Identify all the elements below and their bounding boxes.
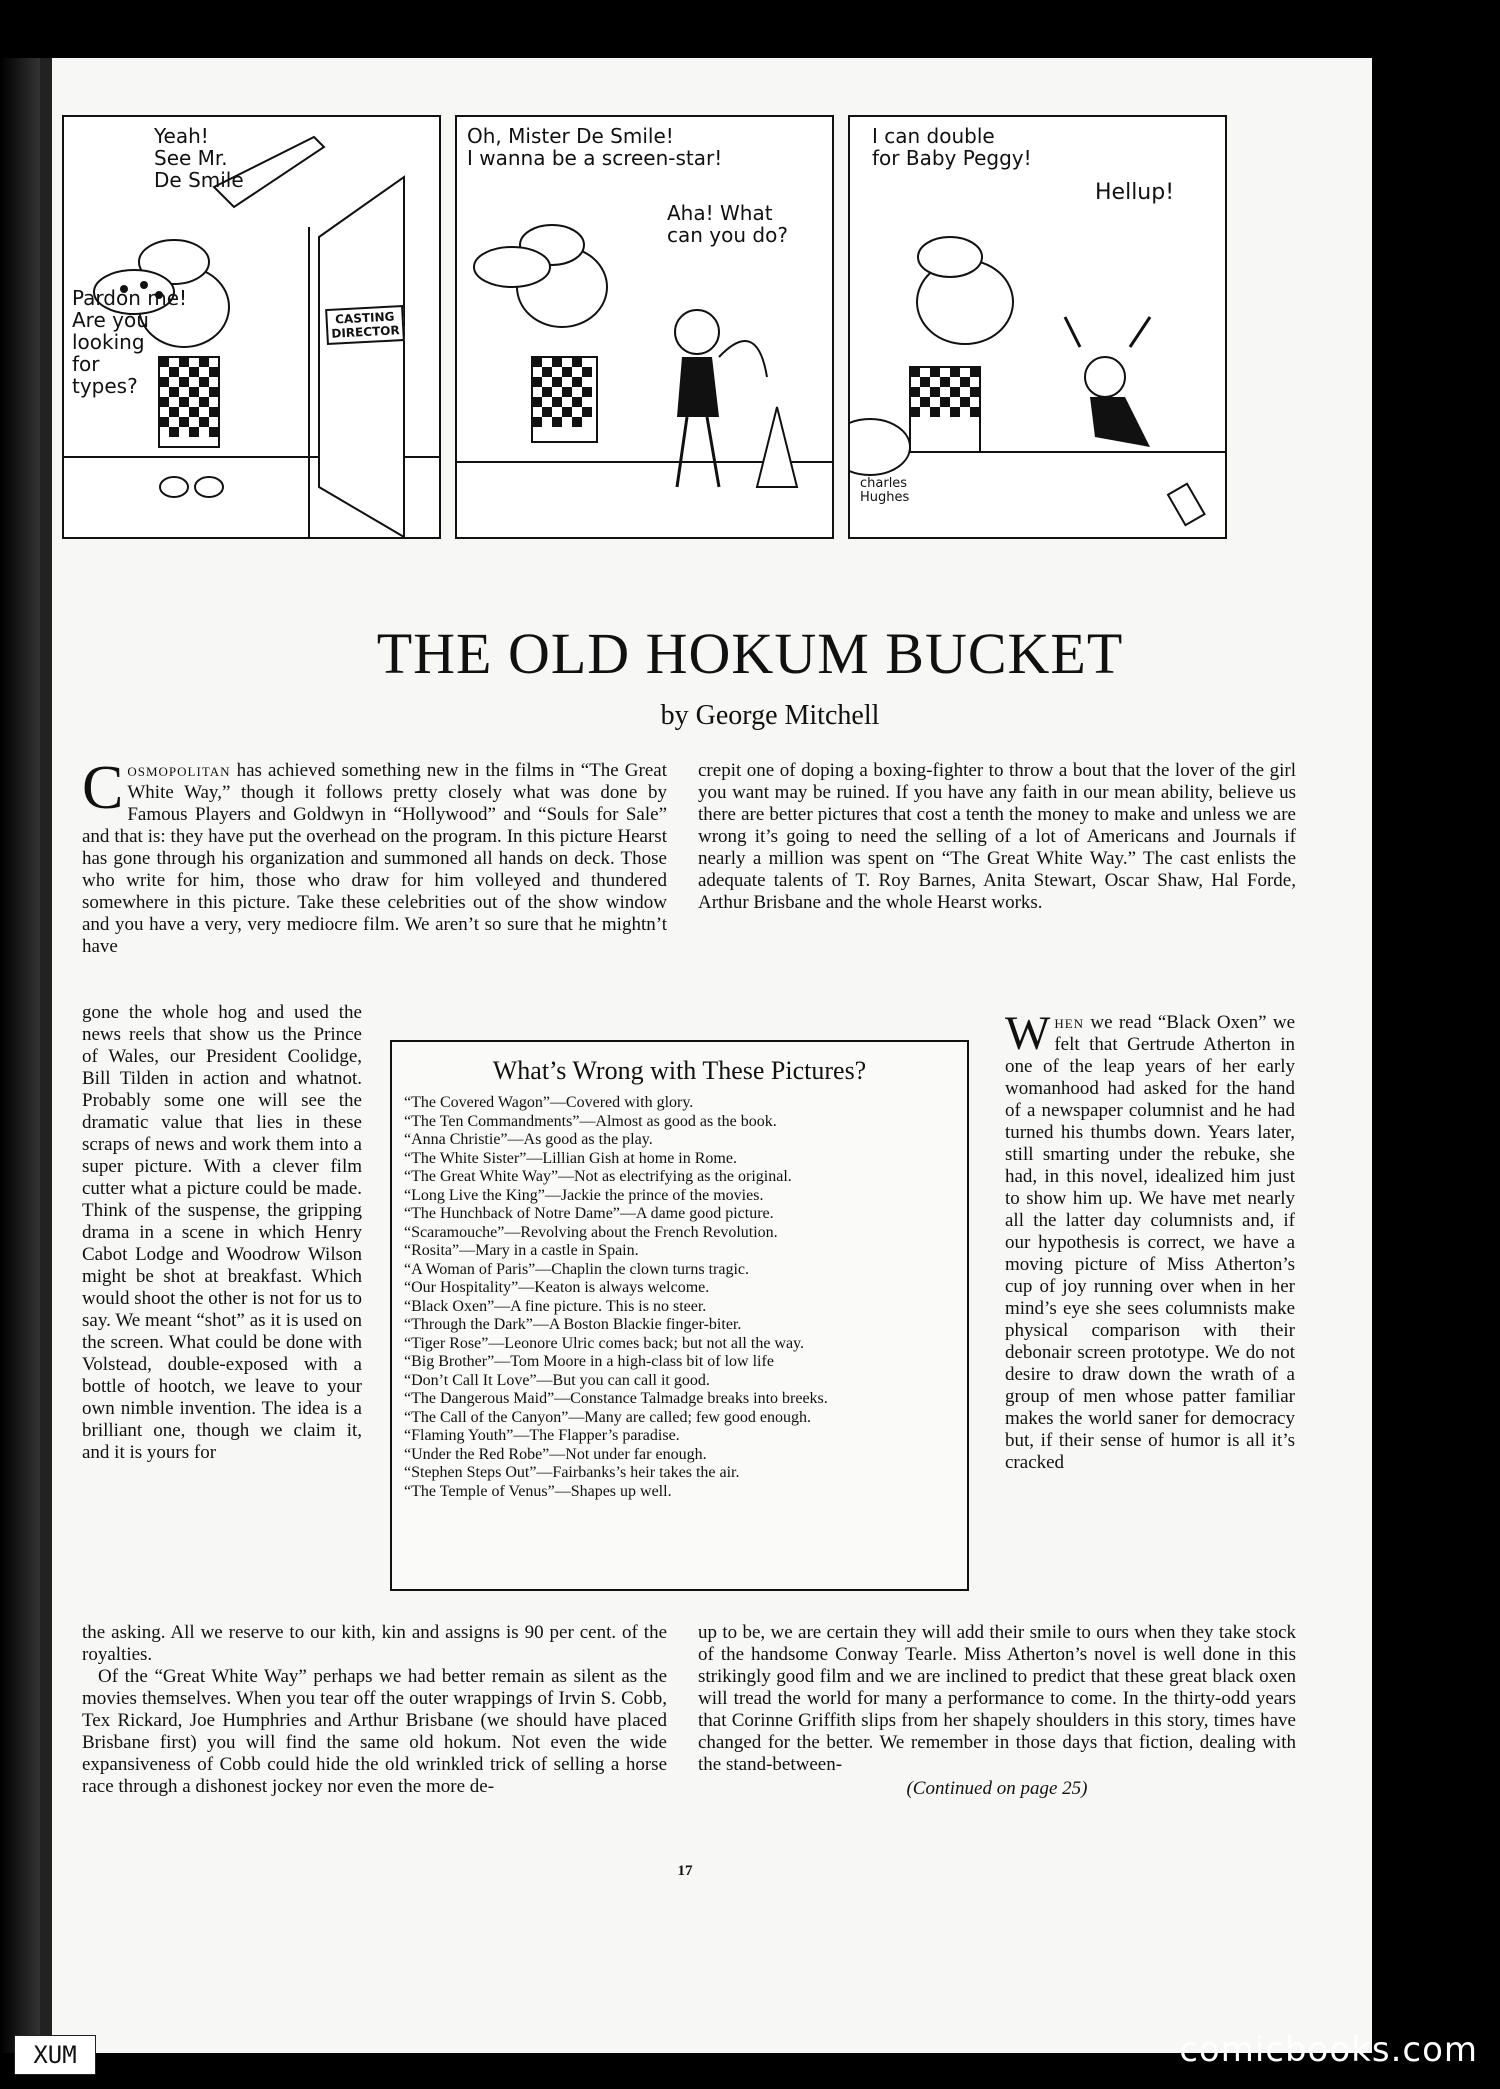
column-2-narrow [1005, 1007, 1295, 1474]
panel-1-speech-top: Yeah! See Mr. De Smile [154, 124, 244, 192]
panel-1-speech-left: Pardon me! Are you looking for types? [72, 286, 188, 398]
list-item: “The Hunchback of Notre Dame”—A dame good picture. [404, 1205, 774, 1222]
lead-word-when: hen [1054, 1012, 1085, 1033]
paragraph-2: Of the “Great White Way” perhaps we had better remain as silent as the movies themselves. When you tear off the outer wrappings of Irvin S. Cobb, Tex Rickard, Joe Humphries and Arthur Brisbane (we should have placed Brisbane first) you will find the same old hokum. Not even the wide expansiveness of Cobb could hide the old wrinkled trick of selling a horse race through a dishonest jockey nor even the more de- [82, 1666, 667, 1797]
paragraph-1-end: the asking. All we reserve to our kith, kin and assigns is 90 per cent. of the royalties. [82, 1622, 667, 1665]
panel-2-speech-top: Oh, Mister De Smile! I wanna be a screen-star! [467, 124, 723, 170]
list-item: “Long Live the King”—Jackie the prince of the movies. [404, 1186, 764, 1204]
sidebar-list [392, 1094, 967, 1501]
drop-cap-c: C [82, 754, 124, 822]
list-item: “Rosita”—Mary in a castle in Spain. [404, 1242, 639, 1259]
sidebar-box [390, 1040, 969, 1591]
comic-strip [62, 115, 1242, 540]
list-item: “The Ten Commandments”—Almost as good as the book. [404, 1112, 777, 1130]
article-title: THE OLD HOKUM BUCKET [376, 621, 1124, 686]
panel-3-speech-right: Hellup! [1095, 180, 1175, 205]
list-item: “Through the Dark”—A Boston Blackie finger-biter. [404, 1316, 742, 1333]
list-item: “The Temple of Venus”—Shapes up well. [404, 1482, 672, 1500]
list-item: “The Covered Wagon”—Covered with glory. [404, 1094, 694, 1111]
list-item: “The Call of the Canyon”—Many are called; few good enough. [404, 1408, 811, 1426]
list-item: “Anna Christie”—As good as the play. [404, 1131, 653, 1148]
lead-word-cosmopolitan: osmopolitan [127, 760, 231, 781]
comic-panel-2 [455, 115, 834, 539]
paragraph-3-narrow: we read “Black Oxen” we felt that Gertrude Atherton in one of the leap years of her early womanhood had asked for the hand of a newspaper columnist and he had turned his thumbs down. Years later, still smarting under the rebuke, she had, in this novel, idealized him just to show him up. We have met nearly all the latter day columnists and, if our hypothesis is correct, we have a moving picture of Miss Atherton’s cup of joy running over when in her mind’s eye she sees columnists make physical comparison with their debonair screen prototype. We do not desire to draw down the wrath of a group of men whose patter familiar makes the world saner for democracy but, if their sense of humor is all it’s cracked [1005, 1012, 1295, 1473]
panel-2-drawing [457, 117, 832, 537]
list-item: “Big Brother”—Tom Moore in a high-class bit of low life [404, 1353, 774, 1370]
list-item: “The Dangerous Maid”—Constance Talmadge breaks into breeks. [404, 1390, 828, 1407]
paragraph-3-end: up to be, we are certain they will add their smile to ours when they take stock of the handsome Conway Tearle. Miss Atherton’s novel is well done in this strikingly good film and we are inclined to predict that these great black oxen will tread the world for many a performance to come. In the thirty-odd years that Corinne Griffith slips from her shapely shoulders in this story, times have changed for the better. We remember in those days that fiction, dealing with the stand-between- [698, 1622, 1296, 1775]
column-1-top [82, 754, 667, 958]
paragraph-col2-top: crepit one of doping a boxing-fighter to throw a bout that the lover of the girl you want may be ruined. If you have any faith in our mean ability, believe us there are better pictures that cost a tenth the money to make and unless we are wrong it’s going to need the selling of a lot of Americans and Journals if nearly a million was spent on “The Great White Way.” The cast enlists the adequate talents of T. Roy Barnes, Anita Stewart, Oscar Shaw, Hal Forde, Arthur Brisbane and the whole Hearst works. [698, 760, 1296, 913]
drop-cap-w: W [1005, 1007, 1051, 1060]
page-number: 17 [677, 1863, 693, 1879]
comic-panel-3 [848, 115, 1227, 539]
panel-3-speech-top: I can double for Baby Peggy! [872, 124, 1032, 170]
panel-2-speech-right: Aha! What can you do? [667, 201, 788, 247]
artist-signature: charles Hughes [860, 476, 910, 505]
binding-gutter [0, 58, 40, 2053]
paragraph-1-continued: gone the whole hog and used the news reels that show us the Prince of Wales, our President Coolidge, Bill Tilden in action and whatnot. Probably some one will see the dramatic value that lies in these scraps of news and work them into a super picture. With a clever film cutter what a picture could be made. Think of the suspense, the gripping drama in a scene in which Henry Cabot Lodge and Woodrow Wilson might be shot at breakfast. Which would shoot the other is not for us to say. We meant “shot” as it is used on the screen. What could be done with Volstead, double-exposed with a bottle of hootch, we leave to your own nimble invention. The idea is a brilliant one, though we claim it, and it is yours for [82, 1002, 362, 1463]
list-item: “The Great White Way”—Not as electrifying as the original. [404, 1168, 792, 1185]
archive-stamp: XUM [14, 2035, 96, 2075]
comic-panel-1 [62, 115, 441, 539]
list-item: “Stephen Steps Out”—Fairbanks’s heir takes the air. [404, 1464, 740, 1481]
list-item: “A Woman of Paris”—Chaplin the clown turns tragic. [404, 1260, 750, 1278]
list-item: “Scaramouche”—Revolving about the French Revolution. [404, 1223, 778, 1241]
list-item: “The White Sister”—Lillian Gish at home in Rome. [404, 1149, 737, 1167]
column-1-narrow [82, 1002, 362, 1464]
column-1-bottom [82, 1622, 667, 1798]
list-item: “Our Hospitality”—Keaton is always welcome. [404, 1279, 710, 1296]
list-item: “Flaming Youth”—The Flapper’s paradise. [404, 1427, 680, 1444]
list-item: “Don’t Call It Love”—But you can call it good. [404, 1371, 710, 1389]
list-item: “Black Oxen”—A fine picture. This is no steer. [404, 1297, 707, 1315]
site-watermark: comicbooks.com [1179, 2030, 1478, 2070]
list-item: “Tiger Rose”—Leonore Ulric comes back; but not all the way. [404, 1334, 805, 1352]
casting-director-sign: CASTING DIRECTOR [325, 305, 405, 345]
list-item: “Under the Red Robe”—Not under far enough. [404, 1445, 707, 1463]
paragraph-1-intro: has achieved something new in the films in “The Great White Way,” though it follows pretty closely what was done by Famous Players and Goldwyn in “Hollywood” and “Souls for Sale” and that is: they have put the overhead on the program. In this picture Hearst has gone through his organization and summoned all hands on deck. Those who write for him, those who draw for him volleyed and thundered somewhere in this picture. Take these celebrities out of the show window and you have a very, very mediocre film. We aren’t so sure that he mightn’t have [82, 760, 667, 957]
continued-note: (Continued on page 25) [906, 1778, 1088, 1799]
column-2-bottom [698, 1622, 1296, 1800]
column-2-top [698, 760, 1296, 914]
article-byline: by George Mitchell [660, 700, 880, 731]
sidebar-title: What’s Wrong with These Pictures? [492, 1056, 867, 1085]
